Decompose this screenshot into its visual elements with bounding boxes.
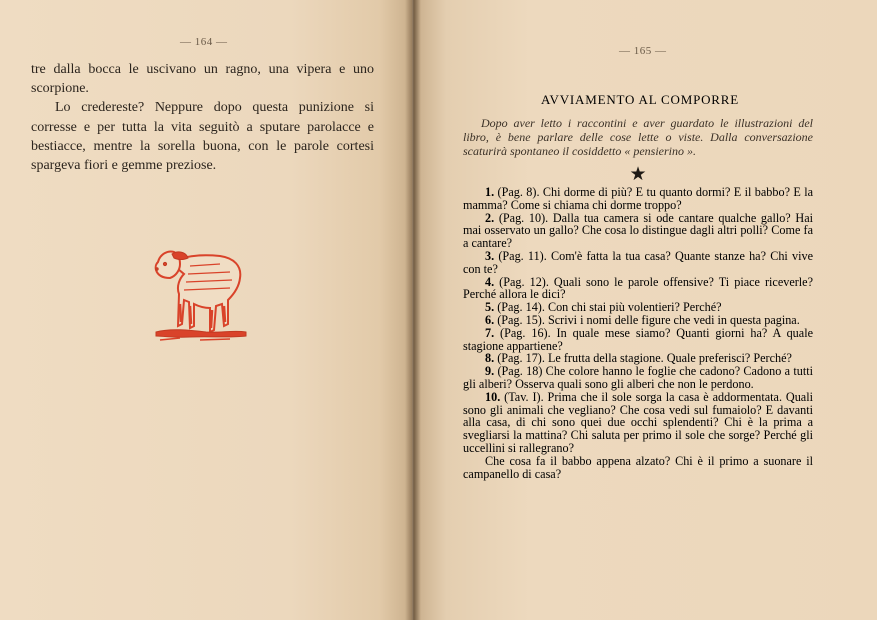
question-text: (Tav. I). Prima che il sole sorga la casa è addormentata. Quali sono gli animali che vegliano? Che cosa vedi sul fumaiolo? E davanti alla casa, di chi sono quei due occhi splendenti? Chi è la prima a svegliarsi la mattina? Chi saluta per primo il sole che sorge? Perché gli uccellini si rallegrano? bbox=[463, 389, 813, 455]
list-item bbox=[463, 276, 813, 302]
question-number: 4. bbox=[485, 274, 495, 289]
question-text: (Pag. 8). Chi dorme di più? E tu quanto dormi? E il babbo? E la mamma? Come si chiama chi dorme troppo? bbox=[463, 185, 813, 212]
question-number: 2. bbox=[485, 210, 495, 225]
star-separator: ★ bbox=[629, 164, 647, 185]
question-text: (Pag. 12). Quali sono le parole offensive? Ti piace riceverle? Perché allora le dici? bbox=[463, 274, 813, 302]
list-item bbox=[463, 250, 813, 276]
lamb-illustration bbox=[150, 244, 250, 344]
question-number: 7. bbox=[485, 325, 495, 340]
paragraph: tre dalla bocca le uscivano un ragno, una vipera e uno scorpione. bbox=[31, 62, 374, 97]
question-number: 10. bbox=[485, 389, 501, 404]
question-list bbox=[463, 186, 813, 480]
intro-paragraph: Dopo aver letto i raccontini e aver guardato le illustrazioni del libro, è bene parlare delle cose lette o viste. Dalla conversazione scaturirà spontaneo il cosiddetto « pensierino ». bbox=[463, 116, 813, 159]
question-number: 9. bbox=[485, 364, 495, 379]
paragraph: Lo credereste? Neppure dopo questa punizione si corresse e per tutta la vita seguitò a sputare parolacce e bestiacce, mentre la sorella buona, con le parole cortesi spargeva fiori e gemme preziose. bbox=[31, 100, 374, 174]
list-item bbox=[463, 186, 813, 212]
question-text: (Pag. 10). Dalla tua camera si ode cantare qualche gallo? Hai mai osservato un gallo? Che cosa lo distingue dagli altri polli? Come fa a cantare? bbox=[463, 210, 813, 251]
closing-paragraph: Che cosa fa il babbo appena alzato? Chi è il primo a suonare il campanello di casa? bbox=[463, 453, 813, 481]
question-text: (Pag. 14). Con chi stai più volentieri? Perché? bbox=[494, 300, 722, 315]
question-number: 8. bbox=[485, 351, 495, 366]
left-page-number: — 164 — bbox=[180, 36, 228, 48]
question-number: 1. bbox=[485, 185, 495, 199]
list-item bbox=[463, 212, 813, 250]
list-item bbox=[463, 391, 813, 455]
section-heading: AVVIAMENTO AL COMPORRE bbox=[541, 92, 739, 107]
question-number: 5. bbox=[485, 300, 495, 315]
question-number: 6. bbox=[485, 312, 495, 327]
left-page bbox=[0, 0, 412, 620]
left-page-text bbox=[31, 60, 374, 175]
question-text: (Pag. 15). Scrivi i nomi delle figure che vedi in questa pagina. bbox=[494, 312, 800, 327]
list-item bbox=[463, 327, 813, 353]
question-text: (Pag. 11). Com'è fatta la tua casa? Quante stanze ha? Chi vive con te? bbox=[463, 248, 813, 276]
question-text: (Pag. 18) Che colore hanno le foglie che cadono? Cadono a tutti gli alberi? Osserva quali sono gli alberi che non le perdono. bbox=[463, 364, 813, 391]
question-number: 3. bbox=[485, 248, 495, 263]
question-text: (Pag. 16). In quale mese siamo? Quanti giorni ha? A quale stagione appartiene? bbox=[463, 325, 813, 353]
list-item bbox=[463, 365, 813, 391]
question-text: (Pag. 17). Le frutta della stagione. Quale preferisci? Perché? bbox=[494, 351, 792, 366]
book-gutter bbox=[405, 0, 421, 620]
right-page-number: — 165 — bbox=[619, 45, 667, 57]
